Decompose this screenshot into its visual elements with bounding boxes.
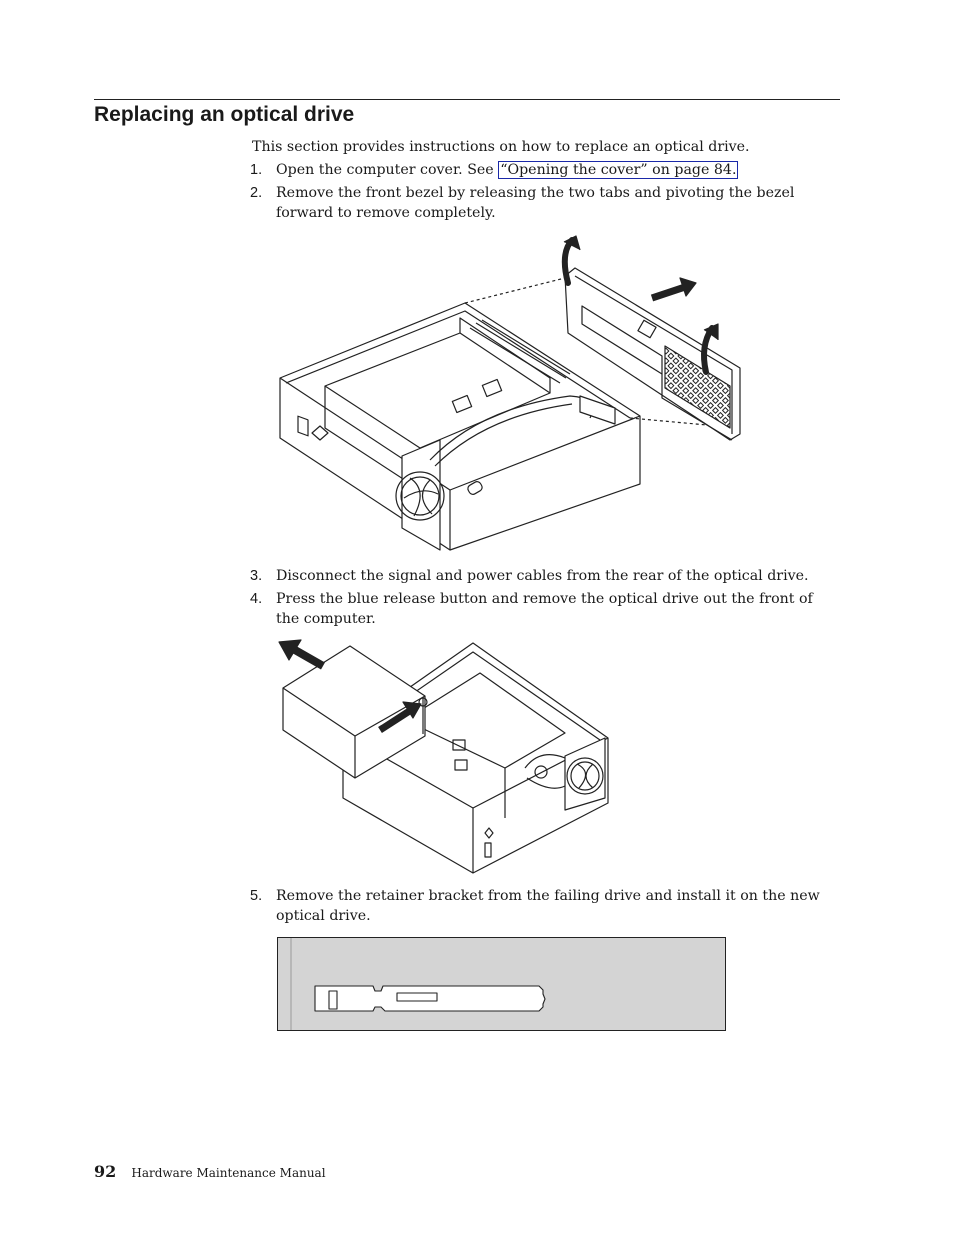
manual-title: Hardware Maintenance Manual [131,1166,326,1180]
step-1 [250,161,840,181]
step-2 [250,184,840,223]
step-number: 3. [250,568,263,584]
page-number: 92 [94,1162,117,1181]
section-heading: Replacing an optical drive [94,103,355,126]
step-text: Open the computer cover. See [276,162,499,178]
intro-paragraph: This section provides instructions on how to replace an optical drive. [252,139,750,155]
step-text: Press the blue release button and remove the optical drive out the front of the computer. [276,591,813,627]
step-number: 1. [250,162,263,178]
step-4 [250,590,840,629]
step-number: 2. [250,185,263,201]
bezel-removal-figure [270,228,750,558]
step-text: Remove the front bezel by releasing the two tabs and pivoting the bezel forward to remove completely. [276,185,795,221]
opening-cover-link[interactable]: “Opening the cover” on page 84. [500,162,737,178]
step-text: Disconnect the signal and power cables from the rear of the optical drive. [276,568,809,584]
drive-removal-figure [275,638,615,878]
step-number: 5. [250,888,263,904]
step-text: Remove the retainer bracket from the failing drive and install it on the new optical drive. [276,888,820,924]
retainer-bracket-figure [277,937,726,1032]
step-3 [250,567,840,587]
page-footer [94,1162,326,1181]
step-5 [250,887,840,926]
step-number: 4. [250,591,263,607]
heading-rule [94,99,840,100]
